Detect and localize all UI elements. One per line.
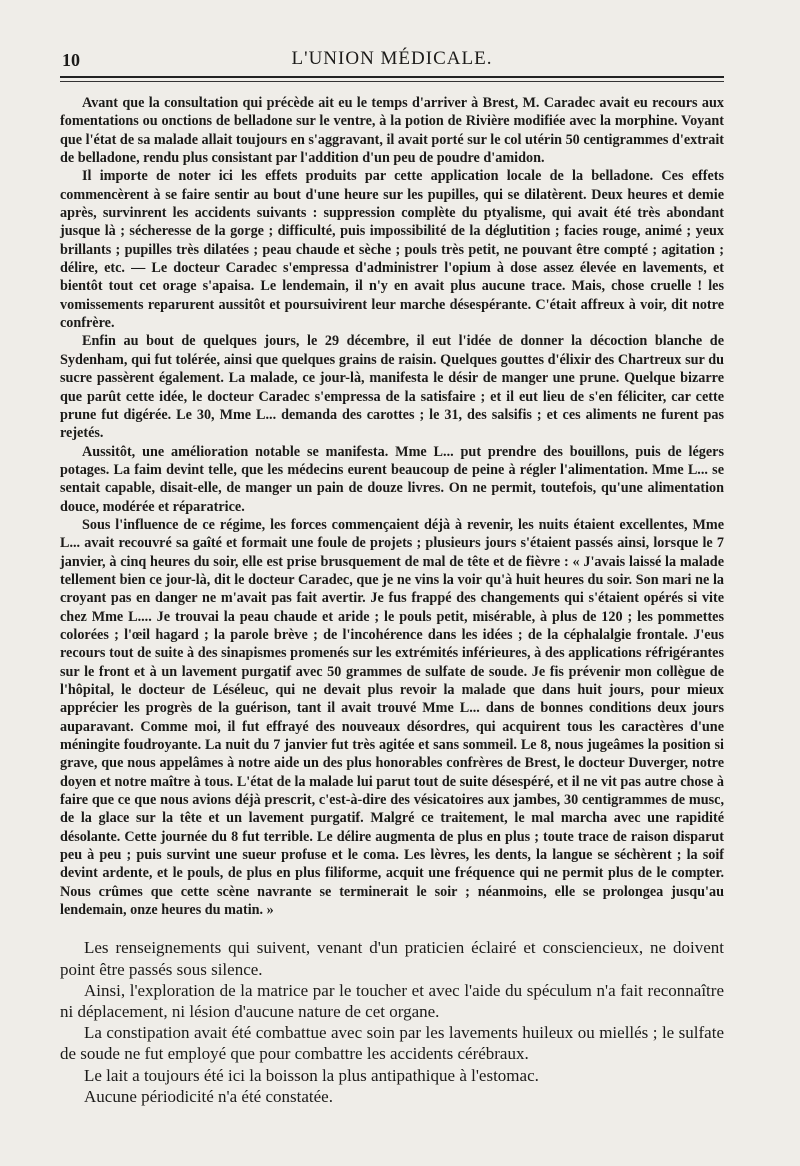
paragraph: Il importe de noter ici les effets produits par cette application locale de la belladone. Ces effets commencèrent à se faire sentir au bout d'une heure sur les pupilles, qui se dilatèrent. Deux heures et demie après, survinrent les accidents suivants : suppression complète du ptyalisme, qui avait été très abondant jusque là ; sécheresse de la gorge ; difficulté, puis impossibilité de la déglutition ; facies rouge, animé ; yeux brillants ; pupilles très dilatées ; peau chaude et sèche ; pouls très petit, ne pouvant être compté ; agitation ; délire, etc. — Le docteur Caradec s'empressa d'administrer l'opium à dose assez élevée en lavements, et bientôt tout cet orage s'apaisa. Le lendemain, il n'y en avait plus aucune trace. Mais, chose cruelle ! les vomissements reparurent aussitôt et poursuivirent leur marche désespérante. C'était affreux à voir, dit notre confrère. <box>60 168 724 332</box>
paragraph: Aussitôt, une amélioration notable se manifesta. Mme L... put prendre des bouillons, puis de légers potages. La faim devint telle, que les médecins eurent beaucoup de peine à régler l'alimentation. Mme L... se sentait capable, disait-elle, de manger un pain de douze livres. On ne permit, toutefois, qu'une alimentation douce, modérée et réparatrice. <box>60 443 724 515</box>
paragraph: Sous l'influence de ce régime, les forces commençaient déjà à revenir, les nuits étaient excellentes, Mme L... avait recouvré sa gaîté et formait une foule de projets ; plusieurs jours s'étaient passés ainsi, lorsque le 7 janvier, à cinq heures du soir, elle est prise brusquement de mal de tête et de fièvre : « J'avais laissé la malade tellement bien ce jour-là, dit le docteur Caradec, que je ne vins la voir qu'à huit heures du soir. Son mari ne la croyant pas en danger ne m'avait pas fait avertir. Je fus frappé des changements qui s'étaient opérés si vite chez Mme L.... Je trouvai la peau chaude et aride ; le pouls petit, misérable, à plus de 120 ; les pommettes colorées ; l'œil hagard ; la parole brève ; de l'incohérence dans les idées ; de la céphalalgie frontale. J'eus recours tout de suite à des sinapismes promenés sur les extrémités inférieures, à des applications réfrigérantes sur le front et à un lavement purgatif avec 50 grammes de sulfate de soude. Je fis prévenir mon collègue de l'hôpital, le docteur de Léséleuc, qui ne devait plus revoir la malade que dans huit jours, pour mieux apprécier les progrès de la guérison, tant il avait trouvé Mme L... dans de bonnes conditions deux jours auparavant. Comme moi, il fut effrayé des nouveaux désordres, qui acquirent tous les caractères d'une méningite foudroyante. La nuit du 7 janvier fut très agitée et sans sommeil. Le 8, nous jugeâmes la position si grave, que nous appelâmes à notre aide un des plus honorables confrères de Brest, le docteur Duverger, notre doyen et notre maître à tous. L'état de la malade lui parut tout de suite désespéré, et il ne vit pas autre chose à faire que ce que nous avions déjà prescrit, c'est-à-dire des vésicatoires aux jambes, 30 centigrammes de musc, de la glace sur la tête et un lavement purgatif. Malgré ce traitement, le mal marcha avec une rapidité désolante. Cette journée du 8 fut terrible. Le délire augmenta de plus en plus ; toute trace de raison disparut peu à peu ; puis survint une sueur profuse et le coma. Les lèvres, les dents, la langue se séchèrent ; la soif devint ardente, et le pouls, de plus en plus filiforme, acquit une fréquence qui ne permit plus de le compter. Nous crûmes que cette scène navrante se terminerait le soir ; néanmoins, elle se prolongea jusqu'au lendemain, onze heures du matin. » <box>60 516 724 919</box>
header-rule <box>60 81 724 82</box>
page-header <box>60 36 724 78</box>
paragraph: Le lait a toujours été ici la boisson la plus antipathique à l'estomac. <box>84 1065 539 1085</box>
paragraph: Enfin au bout de quelques jours, le 29 décembre, il eut l'idée de donner la décoction blanche de Sydenham, qui fut tolérée, ainsi que quelques grains de raisin. Quelques gouttes d'élixir des Chartreux sur du sucre passèrent également. La malade, ce jour-là, manifesta le désir de manger une prune. Quelque bizarre que parût cette idée, le docteur Caradec s'empressa de la satisfaire ; et il eut lieu de s'en féliciter, car cette prune fut digérée. Le 30, Mme L... demanda des carottes ; le 31, des salsifis ; et ces aliments ne furent pas rejetés. <box>60 333 724 442</box>
paragraph: La constipation avait été combattue avec soin par les lavements huileux ou miellés ; le sulfate de soude ne fut employé que pour combattre les accidents cérébraux. <box>60 1023 724 1064</box>
paragraph: Avant que la consultation qui précède ait eu le temps d'arriver à Brest, M. Caradec avait eu recours aux fomentations ou onctions de belladone sur le ventre, à la potion de Rivière modifiée avec la morphine. Voyant que l'état de sa malade allait toujours en s'aggravant, il avait porté sur le col utérin 50 centigrammes d'extrait de belladone, rendu plus consistant par l'addition d'un peu de poudre d'amidon. <box>60 95 724 167</box>
page-number: 10 <box>62 50 80 70</box>
paragraph: Les renseignements qui suivent, venant d'un praticien éclairé et consciencieux, ne doivent point être passés sous silence. <box>60 938 724 979</box>
paragraph: Ainsi, l'exploration de la matrice par le toucher et avec l'aide du spéculum n'a fait reconnaître ni déplacement, ni lésion d'aucune nature de cet organe. <box>60 980 724 1022</box>
quoted-case-report <box>60 94 724 919</box>
paragraph: Aucune périodicité n'a été constatée. <box>84 1086 333 1106</box>
running-title: L'UNION MÉDICALE. <box>291 48 493 69</box>
author-commentary <box>60 937 724 1107</box>
